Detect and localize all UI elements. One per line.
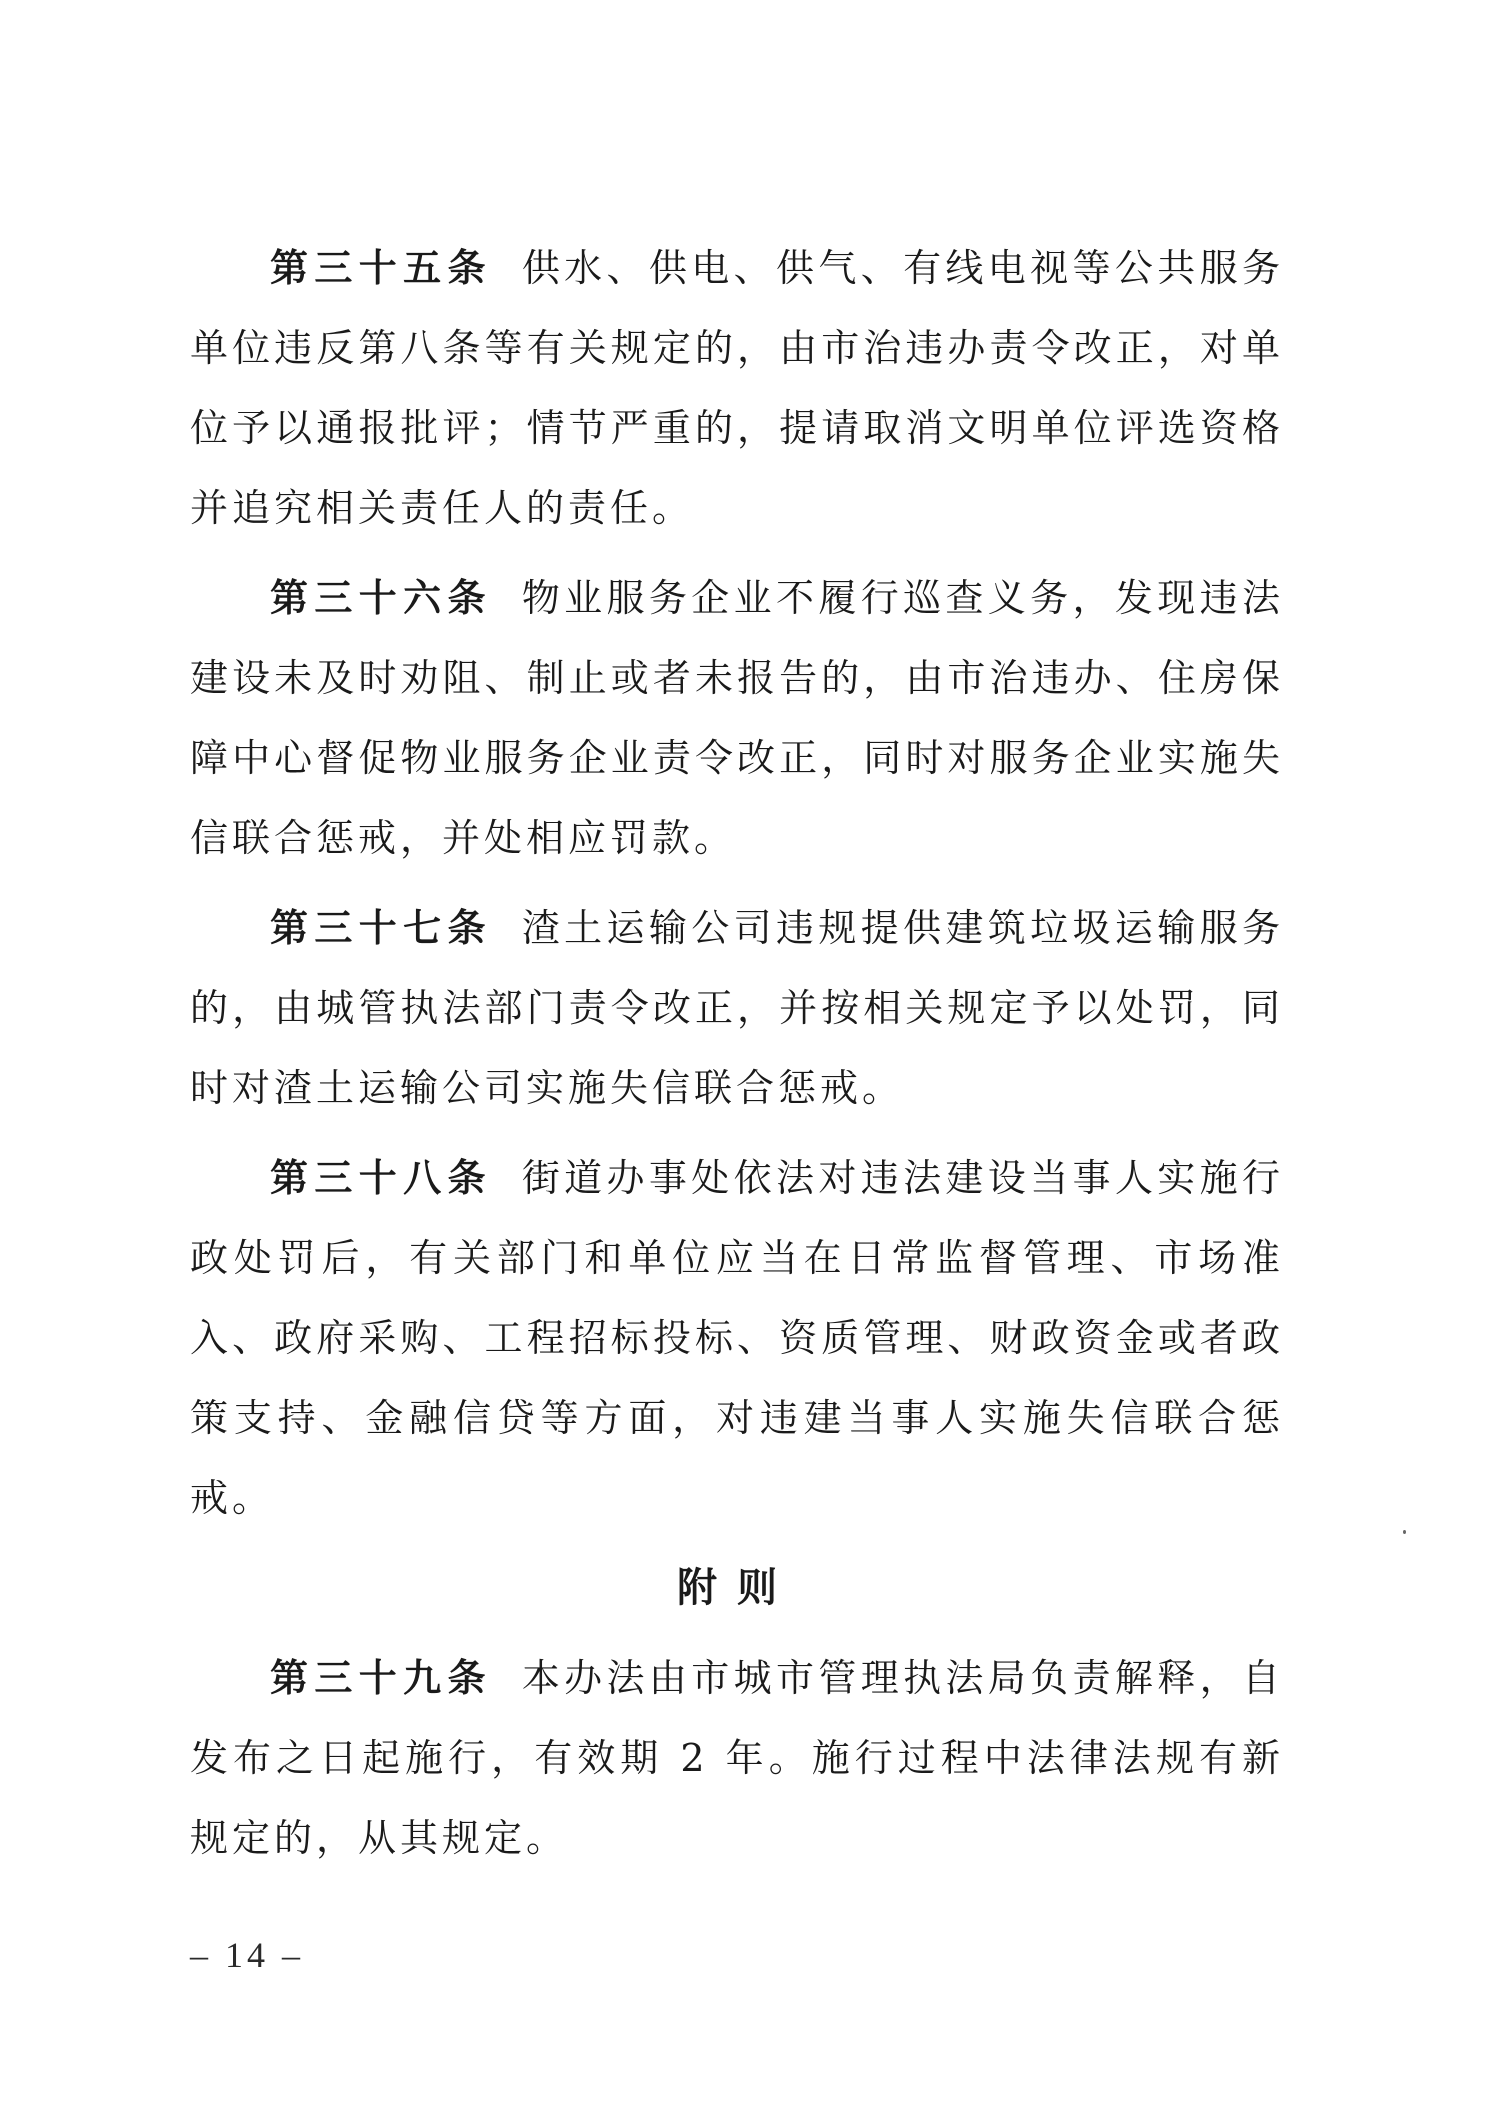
article-number: 第三十七条 [270,905,492,950]
article-number: 第三十九条 [270,1655,492,1700]
article-38 [190,1138,1284,1538]
article-35 [190,228,1284,548]
article-text: 街道办事处依法对违法建设当事人实施行政处罚后，有关部门和单位应当在日常监督管理、市场准入、政府采购、工程招标投标、资质管理、财政资金或者政策支持、金融信贷等方面，对违建当事人实施失信联合惩戒。 [190,1156,1284,1520]
page-number: – 14 – [190,1935,304,1975]
article-39 [190,1638,1284,1878]
article-text: 供水、供电、供气、有线电视等公共服务单位违反第八条等有关规定的，由市治违办责令改正，对单位予以通报批评；情节严重的，提请取消文明单位评选资格并追究相关责任人的责任。 [190,246,1284,530]
article-number: 第三十五条 [270,245,492,290]
article-number: 第三十六条 [270,575,492,620]
section-heading-supplementary: 附则 [677,1564,797,1611]
scan-speck [1403,1530,1406,1534]
article-text: 本办法由市城市管理执法局负责解释，自发布之日起施行，有效期 2 年。施行过程中法律法规有新规定的，从其规定。 [190,1656,1284,1860]
article-text: 物业服务企业不履行巡查义务，发现违法建设未及时劝阻、制止或者未报告的，由市治违办、住房保障中心督促物业服务企业责令改正，同时对服务企业实施失信联合惩戒，并处相应罚款。 [190,576,1284,860]
article-36 [190,558,1284,878]
article-number: 第三十八条 [270,1155,492,1200]
document-body [190,228,1284,1888]
article-37 [190,888,1284,1128]
article-text: 渣土运输公司违规提供建筑垃圾运输服务的，由城管执法部门责令改正，并按相关规定予以处罚，同时对渣土运输公司实施失信联合惩戒。 [190,906,1284,1110]
